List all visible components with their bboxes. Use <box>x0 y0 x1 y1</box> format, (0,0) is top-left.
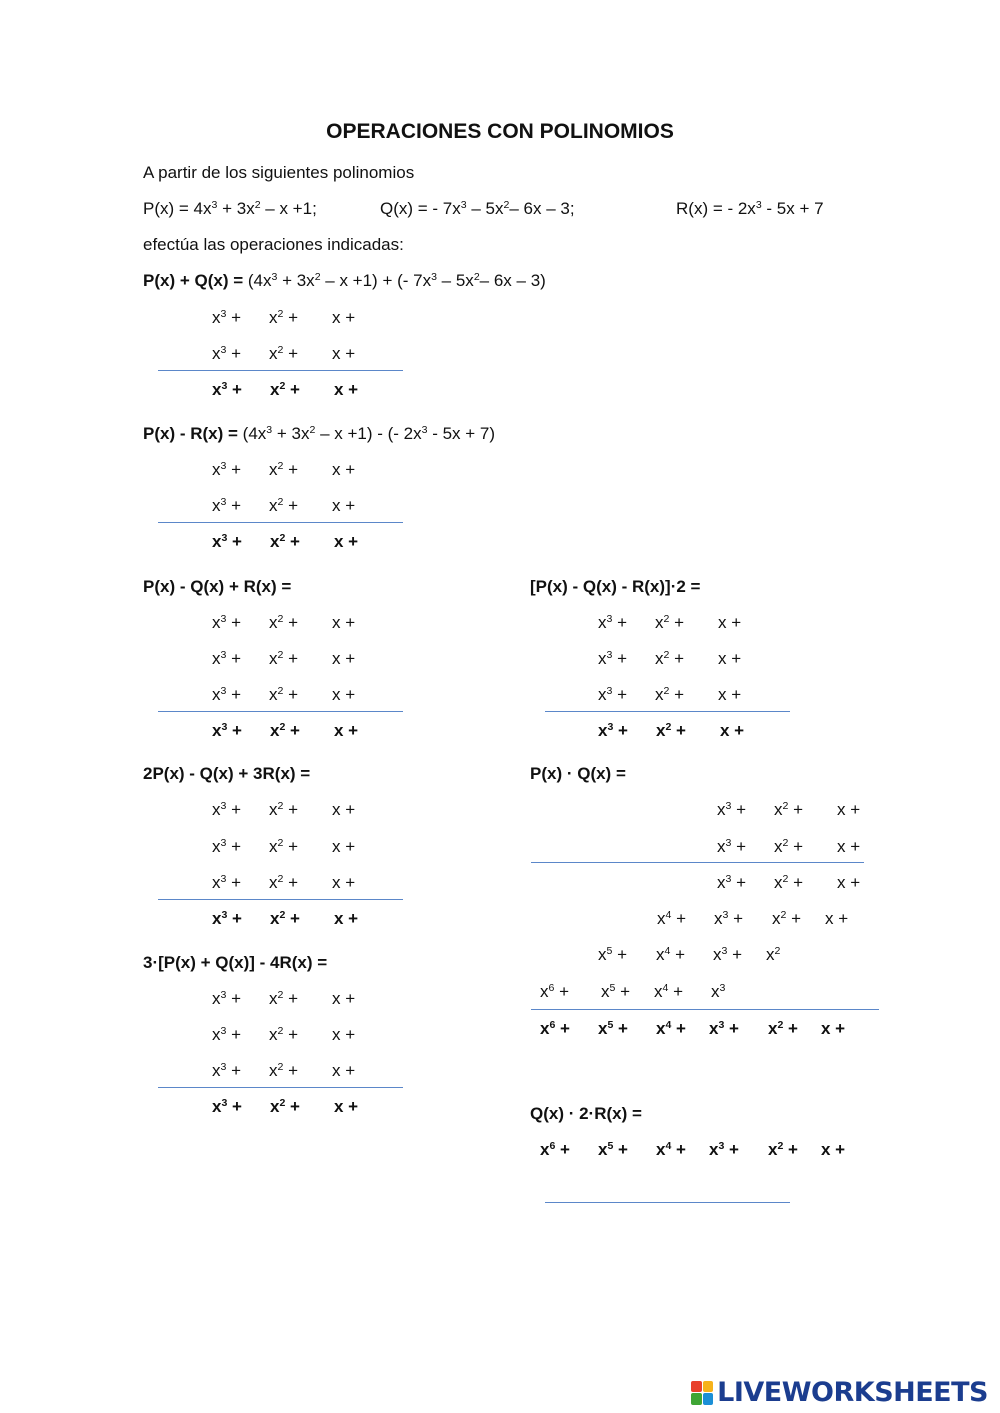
polynomial-term: $x^3$ <box>711 982 726 1001</box>
polynomial-term: $x^3$ + <box>713 945 743 964</box>
polynomial-term: $x^5$ + <box>601 982 631 1001</box>
polynomial-term: $x^3$ + <box>212 989 242 1008</box>
polynomial-term: $x^2$ <box>766 945 781 964</box>
polynomial-term: $x^4$ + <box>654 982 684 1001</box>
page-title: OPERACIONES CON POLINOMIOS <box>326 120 674 143</box>
polynomial-term: $x^2$ + <box>768 1019 798 1038</box>
operation-8-heading: Q(x) · 2·R(x) = <box>530 1104 642 1123</box>
operation-1-heading: $P(x) + Q(x) = (4x^3 + 3x^2 - x +1)$ + (- $7x^3 - 5x^2-$ 6x – 3) <box>143 271 546 290</box>
logo-badge-icon <box>691 1381 713 1405</box>
polynomial-term: $x^5$ + <box>598 1140 628 1159</box>
polynomial-term: $x^4$ + <box>656 1140 686 1159</box>
mult-line-6b <box>531 1009 879 1010</box>
polynomial-term: x + <box>332 1025 356 1044</box>
polynomial-term: $x^3$ + <box>709 1019 739 1038</box>
polynomial-term: x + <box>332 873 356 892</box>
polynomial-term: $x^2$ + <box>269 613 299 632</box>
logo-text: LIVEWORKSHEETS <box>717 1377 988 1408</box>
intro-text: A partir de los siguientes polinomios <box>143 163 415 182</box>
polynomial-term: x + <box>718 649 742 668</box>
polynomial-term: $x^3$ + <box>212 909 242 928</box>
polynomial-r: R(x) = - $2x^3 - 5x + 7$ <box>676 199 824 218</box>
polynomial-term: $x^3$ + <box>717 873 747 892</box>
sum-line-3 <box>158 711 403 712</box>
polynomial-term: x + <box>332 496 356 515</box>
sum-line-2 <box>158 522 403 523</box>
operation-4-heading: [P(x) - Q(x) - R(x)]·2 = <box>530 577 701 596</box>
polynomial-term: $x^2$ + <box>269 460 299 479</box>
polynomial-term: $x^3$ + <box>212 1025 242 1044</box>
polynomial-term: x + <box>821 1019 846 1038</box>
polynomial-term: $x^3$ + <box>717 837 747 856</box>
polynomial-term: $x^3$ + <box>598 685 628 704</box>
polynomial-term: $x^2$ + <box>269 685 299 704</box>
polynomial-term: $x^3$ + <box>212 837 242 856</box>
polynomial-term: $x^2$ + <box>655 685 685 704</box>
polynomial-term: x + <box>332 837 356 856</box>
polynomial-term: $x^2$ + <box>269 649 299 668</box>
polynomial-term: $x^2$ + <box>269 1025 299 1044</box>
polynomial-term: $x^5$ + <box>598 945 628 964</box>
polynomial-q: Q(x) = - $7x^3 - 5x^2-$ 6x – 3; <box>380 199 575 218</box>
polynomial-term: $x^3$ + <box>598 649 628 668</box>
polynomial-term: $x^2$ + <box>768 1140 798 1159</box>
operation-7-heading: 3·[P(x) + Q(x)] - 4R(x) = <box>143 953 328 972</box>
polynomial-term: $x^3$ + <box>212 1061 242 1080</box>
polynomial-term: $x^3$ + <box>212 532 242 551</box>
polynomial-term: $x^2$ + <box>269 308 299 327</box>
polynomial-term: x + <box>332 613 356 632</box>
polynomial-term: $x^3$ + <box>212 496 242 515</box>
polynomial-term: x + <box>825 909 849 928</box>
polynomial-term: $x^3$ + <box>714 909 744 928</box>
polynomial-term: $x^2$ + <box>655 613 685 632</box>
polynomial-term: $x^3$ + <box>598 613 628 632</box>
polynomial-term: $x^2$ + <box>269 837 299 856</box>
polynomial-term: $x^2$ + <box>269 800 299 819</box>
polynomial-term: x + <box>334 1097 359 1116</box>
polynomial-term: $x^2$ + <box>656 721 686 740</box>
polynomial-term: $x^6$ + <box>540 1019 570 1038</box>
polynomial-term: $x^4$ + <box>656 945 686 964</box>
sum-line-7 <box>158 1087 403 1088</box>
instruction-text: efectúa las operaciones indicadas: <box>143 235 404 254</box>
polynomial-term: x + <box>332 344 356 363</box>
polynomial-term: x + <box>332 685 356 704</box>
polynomial-term: x + <box>332 649 356 668</box>
polynomial-term: x + <box>332 800 356 819</box>
polynomial-term: $x^2$ + <box>269 496 299 515</box>
polynomial-term: $x^2$ + <box>655 649 685 668</box>
polynomial-term: $x^2$ + <box>269 344 299 363</box>
polynomial-term: x + <box>837 837 861 856</box>
sum-line-1 <box>158 370 403 371</box>
sum-line-4 <box>545 711 790 712</box>
polynomial-term: $x^2$ + <box>270 909 300 928</box>
polynomial-term: $x^3$ + <box>212 721 242 740</box>
polynomial-term: $x^3$ + <box>212 613 242 632</box>
polynomial-term: x + <box>837 800 861 819</box>
operation-3-heading: P(x) - Q(x) + R(x) = <box>143 577 292 596</box>
polynomial-term: $x^3$ + <box>212 649 242 668</box>
polynomial-term: x + <box>332 1061 356 1080</box>
sum-line-5 <box>158 899 403 900</box>
polynomial-term: x + <box>332 308 356 327</box>
mult-line-6 <box>531 862 864 863</box>
operation-6-heading: P(x) · Q(x) = <box>530 764 626 783</box>
polynomial-term: $x^2$ + <box>269 873 299 892</box>
polynomial-p: $P(x) = 4x^3 + 3x^2 - x +1$; <box>143 199 317 218</box>
polynomial-term: $x^2$ + <box>270 721 300 740</box>
polynomial-term: $x^3$ + <box>598 721 628 740</box>
polynomial-term: $x^4$ + <box>657 909 687 928</box>
polynomial-term: $x^2$ + <box>774 873 804 892</box>
operation-5-heading: 2P(x) - Q(x) + 3R(x) = <box>143 764 311 783</box>
polynomial-term: x + <box>334 532 359 551</box>
polynomial-term: x + <box>332 460 356 479</box>
polynomial-term: x + <box>720 721 745 740</box>
polynomial-term: x + <box>334 909 359 928</box>
polynomial-term: $x^2$ + <box>270 1097 300 1116</box>
polynomial-term: x + <box>334 380 359 399</box>
polynomial-term: x + <box>837 873 861 892</box>
polynomial-term: $x^6$ + <box>540 1140 570 1159</box>
polynomial-term: $x^2$ + <box>270 380 300 399</box>
logo-badge-cell <box>691 1381 702 1393</box>
polynomial-term: $x^2$ + <box>269 1061 299 1080</box>
polynomial-term: x + <box>718 613 742 632</box>
polynomial-term: $x^4$ + <box>656 1019 686 1038</box>
polynomial-term: x + <box>821 1140 846 1159</box>
polynomial-term: x + <box>718 685 742 704</box>
polynomial-term: $x^3$ + <box>212 873 242 892</box>
polynomial-term: $x^3$ + <box>212 344 242 363</box>
polynomial-term: x + <box>332 989 356 1008</box>
polynomial-term: $x^2$ + <box>270 532 300 551</box>
liveworksheets-logo <box>691 1377 988 1408</box>
polynomial-term: $x^3$ + <box>212 1097 242 1116</box>
answer-line-8 <box>545 1202 790 1203</box>
polynomial-term: $x^3$ + <box>212 380 242 399</box>
polynomial-term: x + <box>334 721 359 740</box>
logo-badge-cell <box>703 1393 714 1405</box>
polynomial-term: $x^3$ + <box>212 800 242 819</box>
operation-2-heading: $P(x) - R(x) = (4x^3 + 3x^2 - x +1)$ - (- $2x^3 - 5x + 7$) <box>143 424 496 443</box>
logo-badge-cell <box>691 1393 702 1405</box>
polynomial-term: $x^3$ + <box>212 685 242 704</box>
logo-badge-cell <box>703 1381 714 1393</box>
polynomial-term: $x^2$ + <box>772 909 802 928</box>
polynomial-term: $x^2$ + <box>269 989 299 1008</box>
polynomial-term: $x^6$ + <box>540 982 570 1001</box>
polynomial-term: $x^3$ + <box>212 460 242 479</box>
polynomial-term: $x^5$ + <box>598 1019 628 1038</box>
polynomial-term: $x^2$ + <box>774 837 804 856</box>
polynomial-term: $x^3$ + <box>212 308 242 327</box>
polynomial-term: $x^3$ + <box>717 800 747 819</box>
polynomial-term: $x^3$ + <box>709 1140 739 1159</box>
polynomial-term: $x^2$ + <box>774 800 804 819</box>
